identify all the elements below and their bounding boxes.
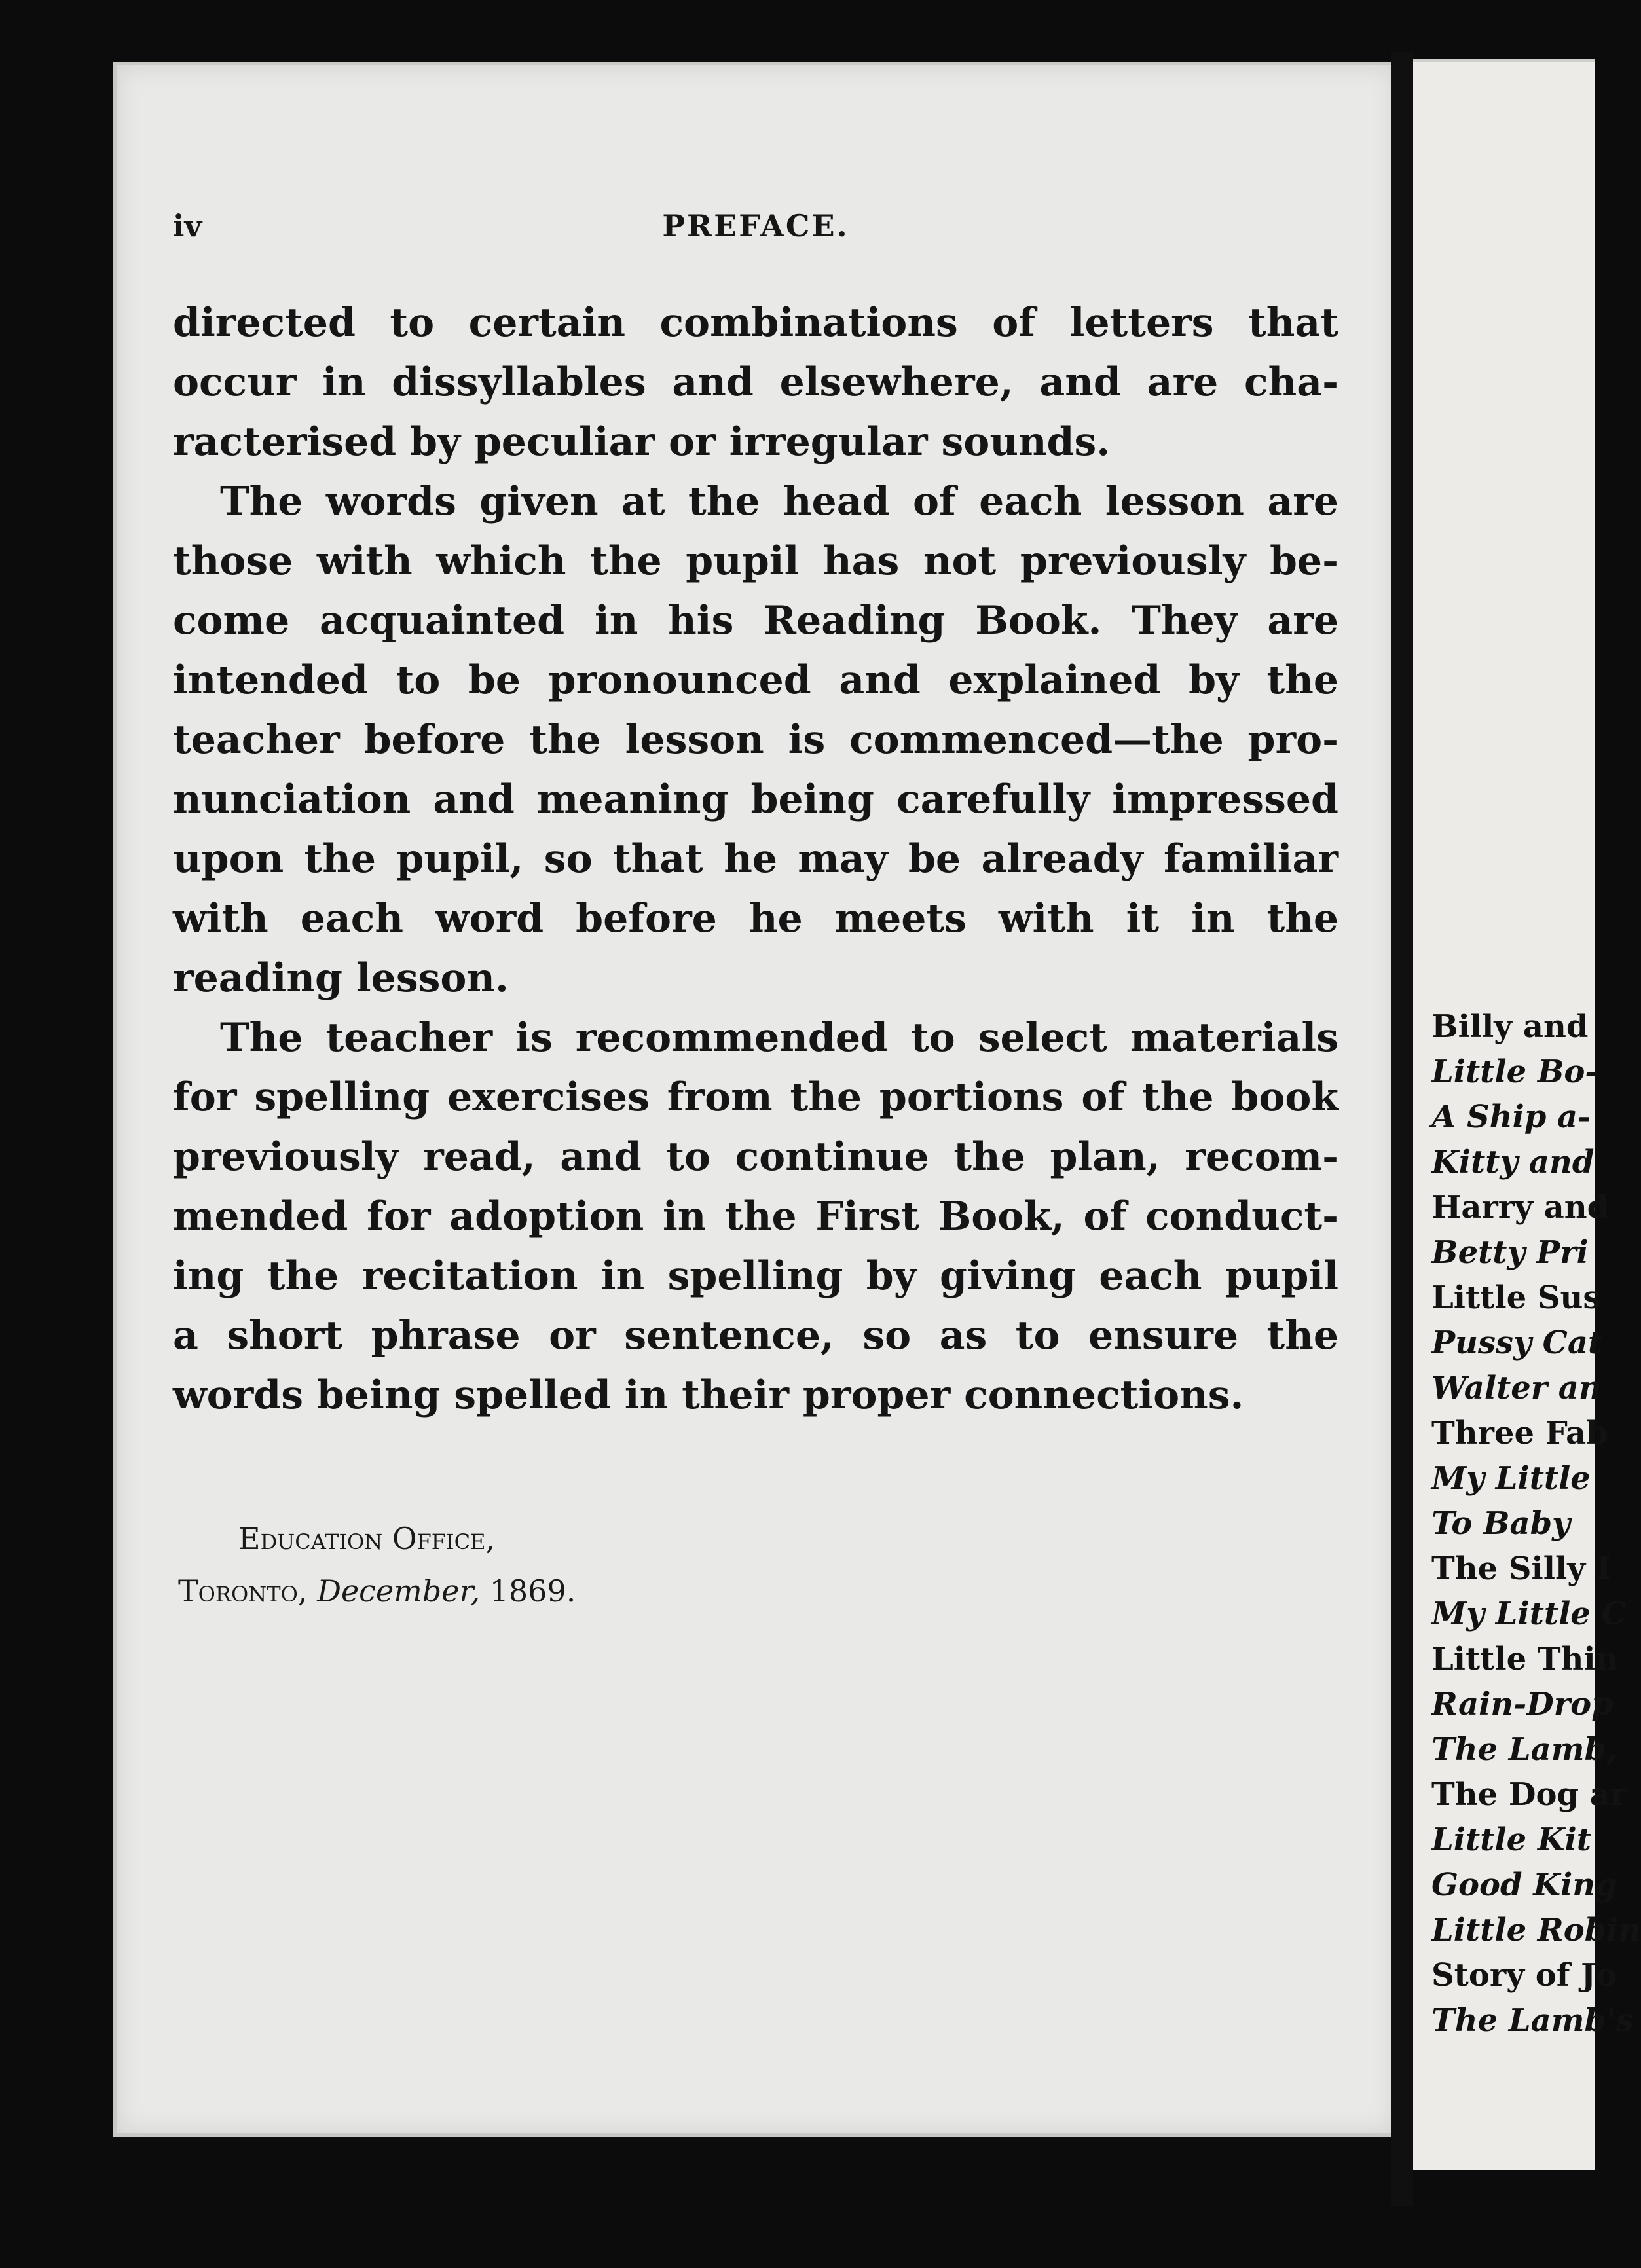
text-line: reading lesson.: [173, 955, 509, 1001]
contents-entry: A Ship a-: [1431, 1099, 1591, 1135]
text-line: with each word before he meets with it in the: [173, 896, 1338, 942]
signature-place-date: [173, 1565, 1338, 1617]
contents-entry: To Baby: [1431, 1505, 1571, 1542]
contents-entry: Three Fab: [1431, 1415, 1608, 1452]
contents-entry: Betty Pri: [1431, 1234, 1589, 1271]
contents-entry: My Little: [1431, 1460, 1591, 1497]
contents-entry: The Lamb's: [1431, 2002, 1634, 2039]
contents-entry: Little Thin: [1431, 1641, 1619, 1677]
signature-block: [173, 1512, 1338, 1617]
contents-entry: The Silly I: [1431, 1550, 1612, 1587]
text-line: a short phrase or sentence, so as to ensure the: [173, 1313, 1338, 1359]
text-line: those with which the pupil has not previously be-: [173, 538, 1338, 584]
running-head: [173, 208, 1338, 254]
text-line: The words given at the head of each lesson are: [220, 479, 1338, 524]
page-number: iv: [173, 208, 202, 244]
text-line: mended for adoption in the First Book, of conduct-: [173, 1194, 1338, 1239]
contents-list: [1431, 1004, 1641, 2043]
text-line: intended to be pronounced and explained by the: [173, 657, 1338, 703]
signature-year: 1869.: [489, 1573, 576, 1609]
text-line: upon the pupil, so that he may be already familiar: [173, 836, 1338, 882]
contents-entry: Kitty and: [1431, 1144, 1595, 1180]
text-line: The teacher is recommended to select materials: [220, 1015, 1338, 1061]
contents-entry: Little Sus: [1431, 1279, 1601, 1316]
contents-entry: Walter an: [1431, 1370, 1602, 1406]
page-title: PREFACE.: [662, 208, 849, 244]
signature-month: December,: [317, 1573, 481, 1609]
page-content: [173, 65, 1338, 2133]
contents-entry: Billy and: [1431, 1008, 1589, 1045]
text-line: come acquainted in his Reading Book. They are: [173, 598, 1338, 644]
text-line: racterised by peculiar or irregular sounds.: [173, 419, 1111, 465]
signature-office: Education Office,: [238, 1521, 496, 1556]
contents-entry: Little Robin: [1431, 1912, 1641, 1948]
contents-entry: Little Bo-: [1431, 1053, 1598, 1090]
text-line: nunciation and meaning being carefully impressed: [173, 777, 1338, 822]
preface-text: [173, 293, 1338, 1425]
text-line: teacher before the lesson is commenced—the pro-: [173, 717, 1338, 763]
contents-entry: Story of Jo: [1431, 1957, 1617, 1994]
text-line: words being spelled in their proper connections.: [173, 1372, 1244, 1418]
contents-entry: Good King: [1431, 1867, 1617, 1903]
contents-entry: Little Kit: [1431, 1821, 1591, 1858]
preface-page: [113, 62, 1399, 2137]
text-line: ing the recitation in spelling by giving each pupil: [173, 1253, 1338, 1299]
text-line: for spelling exercises from the portions of the book: [173, 1074, 1338, 1120]
book-gutter: [1391, 52, 1413, 2206]
contents-entry: Rain-Drop: [1431, 1686, 1613, 1723]
contents-entry: My Little C: [1431, 1596, 1627, 1632]
contents-entry: The Dog ar: [1431, 1776, 1627, 1813]
contents-entry: Harry and: [1431, 1189, 1610, 1226]
signature-place: Toronto,: [178, 1573, 308, 1609]
contents-entry: The Lamb,: [1431, 1731, 1617, 1768]
text-line: previously read, and to continue the plan, recom-: [173, 1134, 1338, 1180]
text-line: occur in dissyllables and elsewhere, and are cha-: [173, 359, 1338, 405]
next-page-edge: [1413, 59, 1641, 2170]
text-line: directed to certain combinations of letters that: [173, 300, 1338, 346]
contents-entry: Pussy Cat: [1431, 1325, 1603, 1361]
